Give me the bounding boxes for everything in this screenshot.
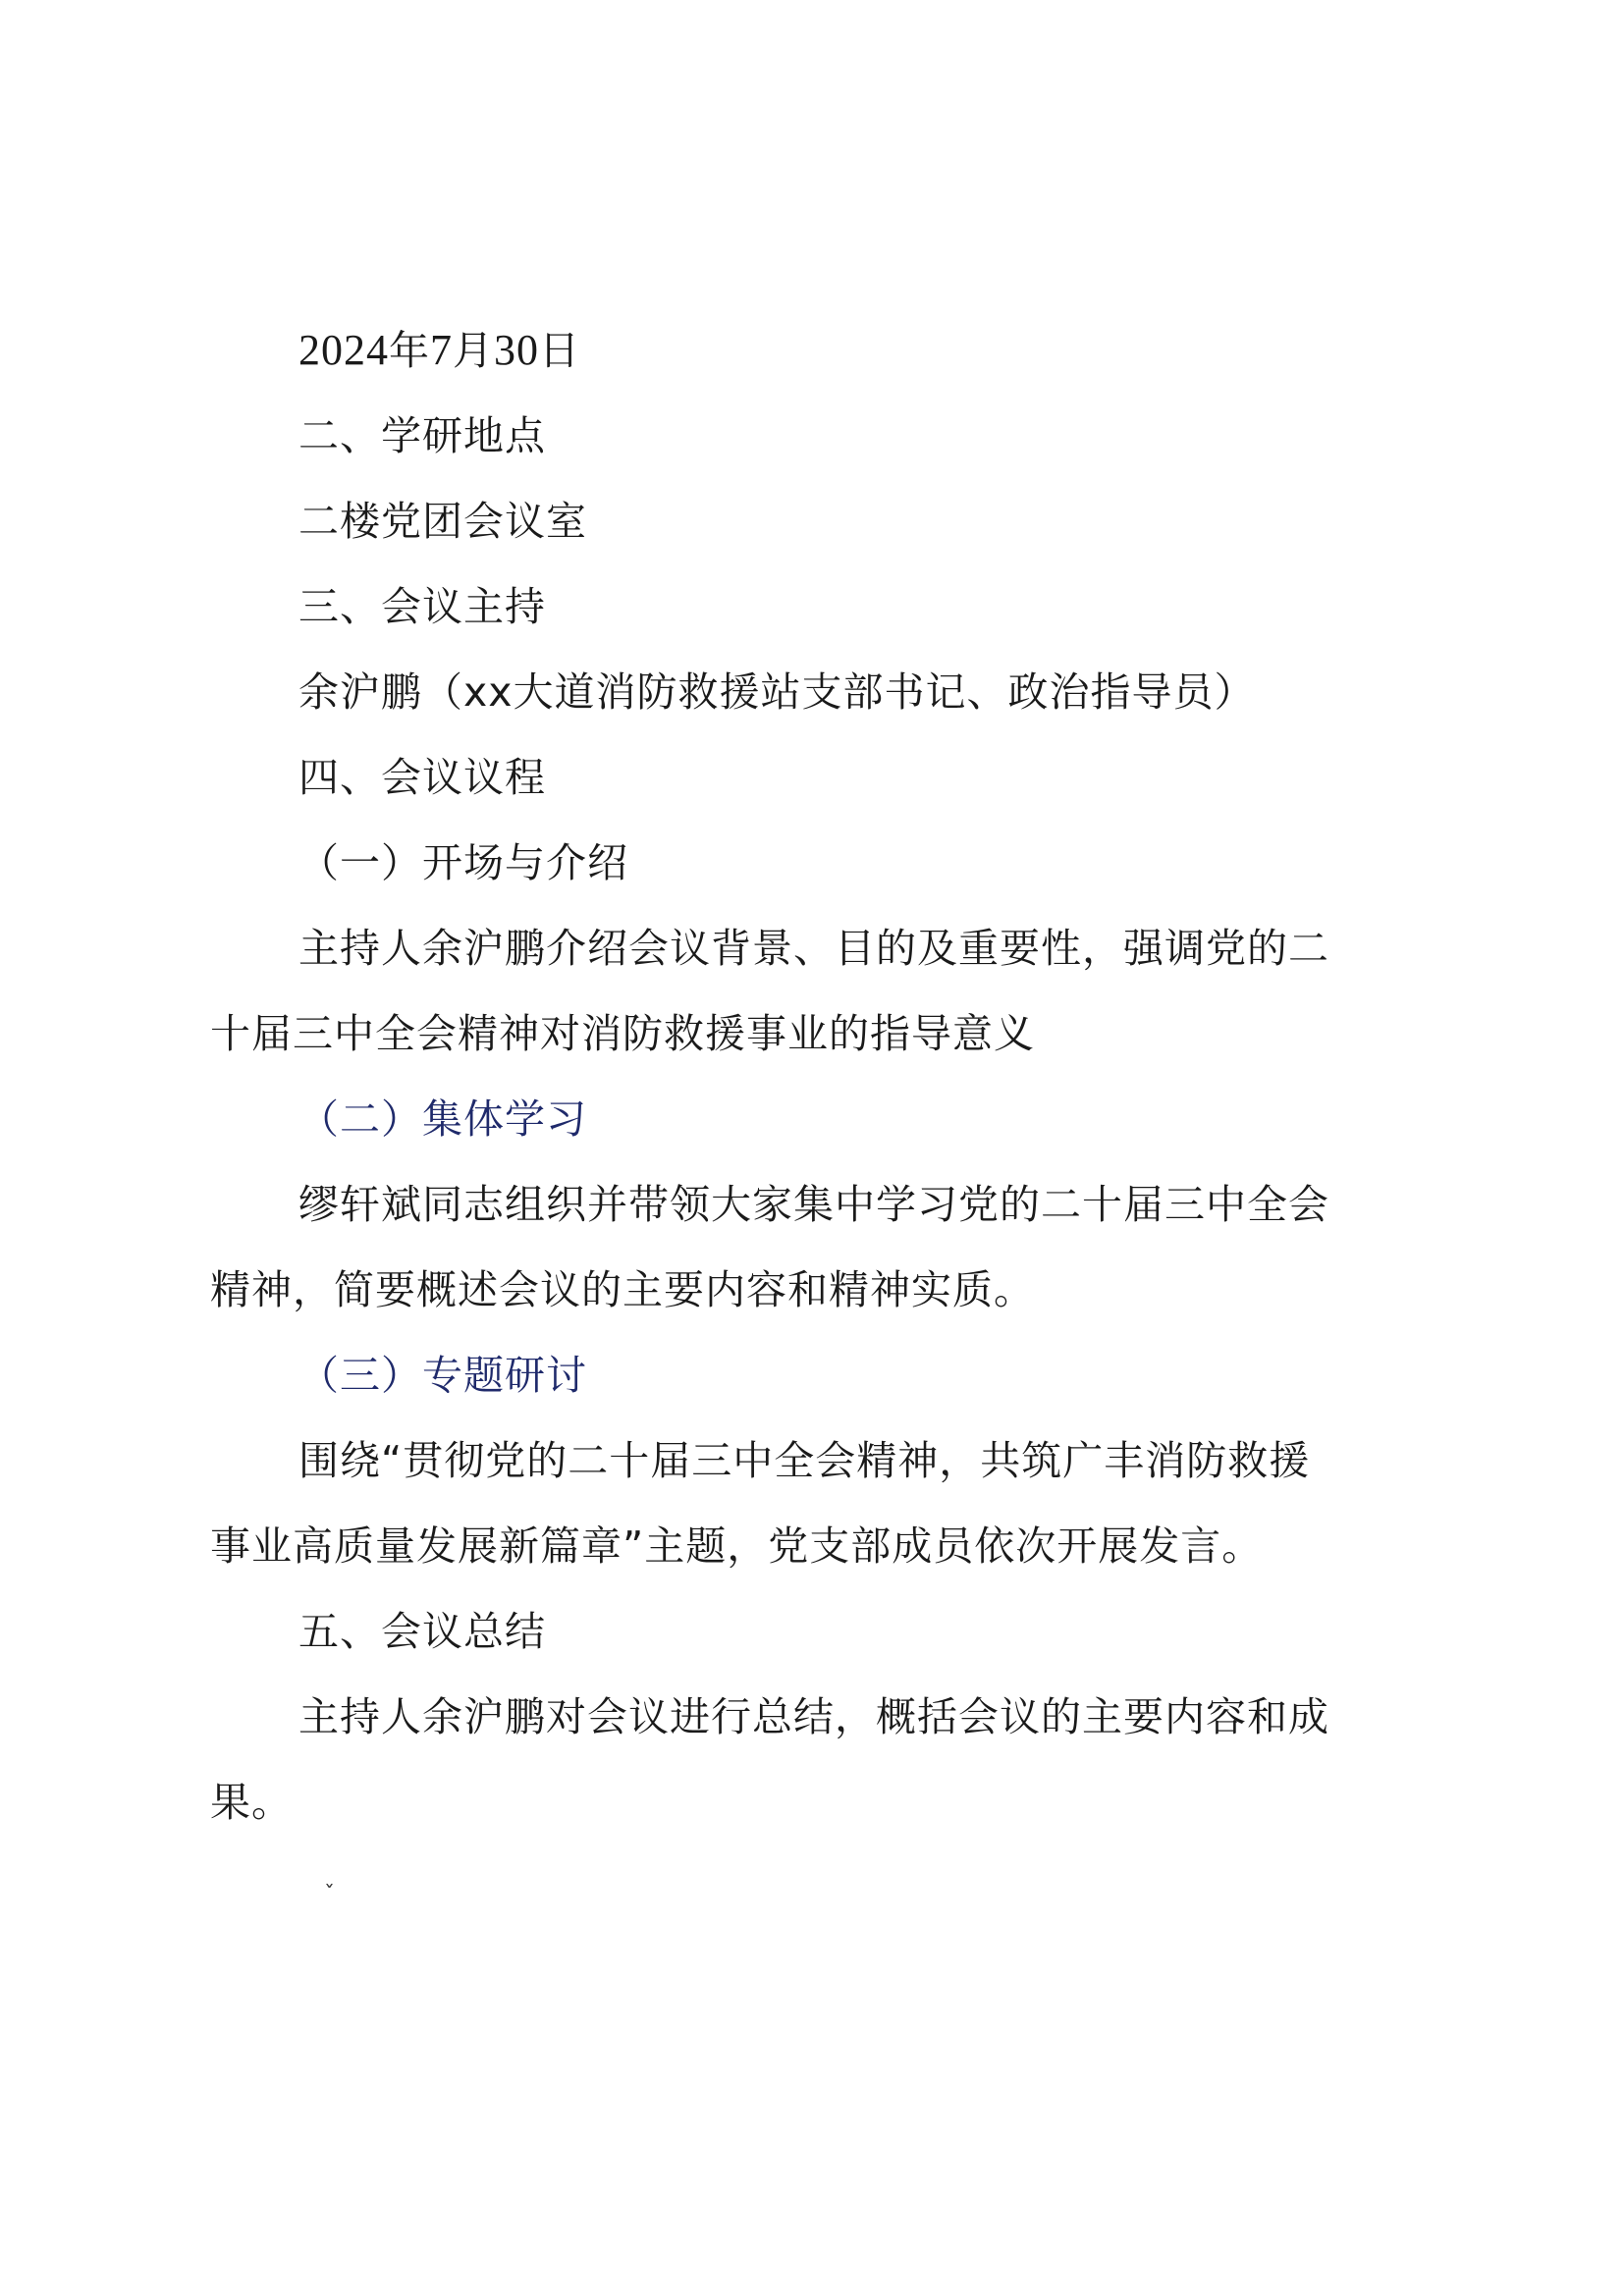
section-heading-host: 三、会议主持 bbox=[298, 583, 546, 630]
end-mark: ˇ bbox=[324, 1883, 335, 1907]
location-text: 二楼党团会议室 bbox=[298, 498, 587, 545]
agenda-item-1-body-line-2: 十届三中全会精神对消防救援事业的指导意义 bbox=[210, 1010, 1035, 1057]
agenda-item-1-body-line-1: 主持人余沪鹏介绍会议背景、目的及重要性，强调党的二 bbox=[298, 925, 1329, 972]
meeting-date: 2024年7月30日 bbox=[298, 326, 580, 374]
agenda-item-2-body-line-2: 精神，简要概述会议的主要内容和精神实质。 bbox=[210, 1266, 1035, 1313]
agenda-item-3-body-line-2: 事业高质量发展新篇章”主题，党支部成员依次开展发言。 bbox=[210, 1522, 1264, 1570]
section-heading-location: 二、学研地点 bbox=[298, 412, 546, 459]
summary-body-line-1: 主持人余沪鹏对会议进行总结，概括会议的主要内容和成 bbox=[298, 1693, 1329, 1740]
agenda-item-3-body-line-1: 围绕“贯彻党的二十届三中全会精神，共筑广丰消防救援 bbox=[298, 1437, 1311, 1484]
agenda-item-2-body-line-1: 缪轩斌同志组织并带领大家集中学习党的二十届三中全会 bbox=[298, 1181, 1329, 1228]
host-text: 余沪鹏（xx大道消防救援站支部书记、政治指导员） bbox=[298, 668, 1256, 716]
summary-body-line-2: 果。 bbox=[210, 1779, 293, 1826]
agenda-item-3-heading: （三）专题研讨 bbox=[298, 1352, 587, 1399]
section-heading-summary: 五、会议总结 bbox=[298, 1608, 546, 1655]
section-heading-agenda: 四、会议议程 bbox=[298, 754, 546, 801]
agenda-item-1-heading: （一）开场与介绍 bbox=[298, 839, 628, 886]
agenda-item-2-heading: （二）集体学习 bbox=[298, 1095, 587, 1143]
